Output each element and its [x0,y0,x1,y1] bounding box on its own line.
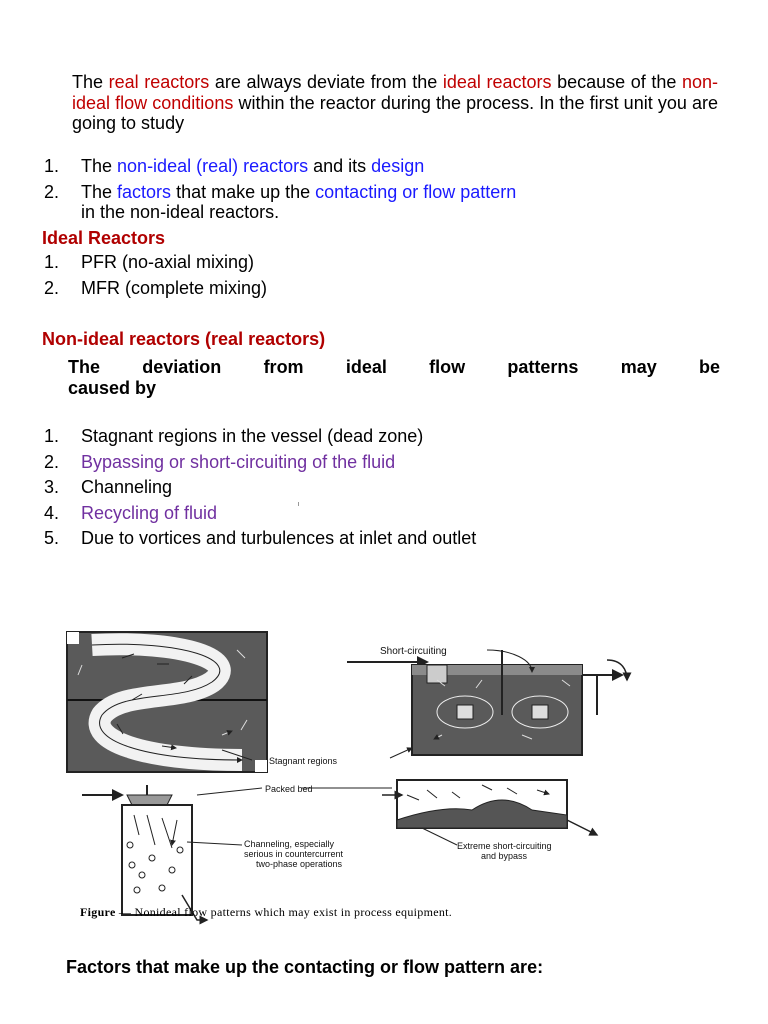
label-channeling-3: two-phase operations [256,859,343,869]
list-text: Bypassing or short-circuiting of the fluid [81,451,396,472]
list-item [44,475,744,501]
list-item [44,154,744,180]
label-extreme-2: and bypass [481,851,528,861]
packed-column [82,785,207,920]
caption-text: Nonideal flow patterns which may exist in process equipment. [134,905,453,919]
list-item [44,180,744,226]
list-text: Recycling of fluid [81,502,218,523]
list-text: Channeling [81,477,173,497]
list-number: 1. [44,252,60,272]
label-packed-bed: Packed bed [265,784,313,794]
deviation-line: The deviation from ideal flow patterns may be [68,357,720,377]
intro-paragraph [72,72,718,134]
stirred-tank [347,650,627,755]
caption-dash: — [115,905,135,919]
list-item [44,250,744,276]
caption-label: Figure [80,905,116,919]
list-text: Due to vortices and turbulences at inlet and outlet [81,528,477,548]
figure-drawing [62,620,662,940]
ideal-list [44,250,744,301]
label-channeling-1: Channeling, especially [244,839,335,849]
intro-text: within the reactor during the process. In the first unit you are going to study [72,92,718,133]
flow-patterns-figure [62,620,662,940]
stray-mark [298,502,299,506]
list-number: 4. [44,502,60,523]
intro-text: because of the [557,72,677,92]
list-item [44,526,744,552]
list-text: The factors that make up the contacting or flow pattern in the non-ideal reactors. [81,181,517,222]
list-text: PFR (no-axial mixing) [81,252,255,272]
list-text: Stagnant regions in the vessel (dead zone) [81,426,424,446]
highlight-ideal-reactors: ideal reactors [442,72,552,92]
list-number: 2. [44,451,60,472]
horizontal-bed [382,780,597,835]
factors-heading: Factors that make up the contacting or flow pattern are: [66,957,544,977]
causes-list [44,424,744,552]
list-number: 3. [44,477,60,497]
non-ideal-heading: Non-ideal reactors (real reactors) [42,329,326,349]
deviation-paragraph [68,357,720,398]
ideal-reactors-heading: Ideal Reactors [42,228,166,248]
highlight-real-reactors: real reactors [108,72,210,92]
list-number: 2. [44,277,60,298]
label-stagnant: Stagnant regions [269,756,338,766]
list-number: 1. [44,426,60,446]
deviation-line: caused by [68,377,157,398]
label-extreme-1: Extreme short-circuiting [457,841,552,851]
intro-text: are always deviate from the [214,72,438,92]
list-item [44,276,744,302]
list-text: The non-ideal (real) reactors and its design [81,156,425,176]
list-number: 2. [44,181,60,202]
study-list [44,154,744,226]
list-item [44,424,744,450]
label-short-circuiting: Short-circuiting [380,646,447,657]
list-text: MFR (complete mixing) [81,277,268,298]
list-item [44,501,744,527]
baffled-vessel [67,632,267,772]
list-number: 5. [44,528,60,548]
highlight-non-ideal-flow: non-ideal flow conditions [72,72,718,113]
intro-text: The [72,72,104,92]
figure-caption [80,906,633,919]
list-item [44,450,744,476]
list-number: 1. [44,156,60,176]
label-channeling-2: serious in countercurrent [244,849,344,859]
